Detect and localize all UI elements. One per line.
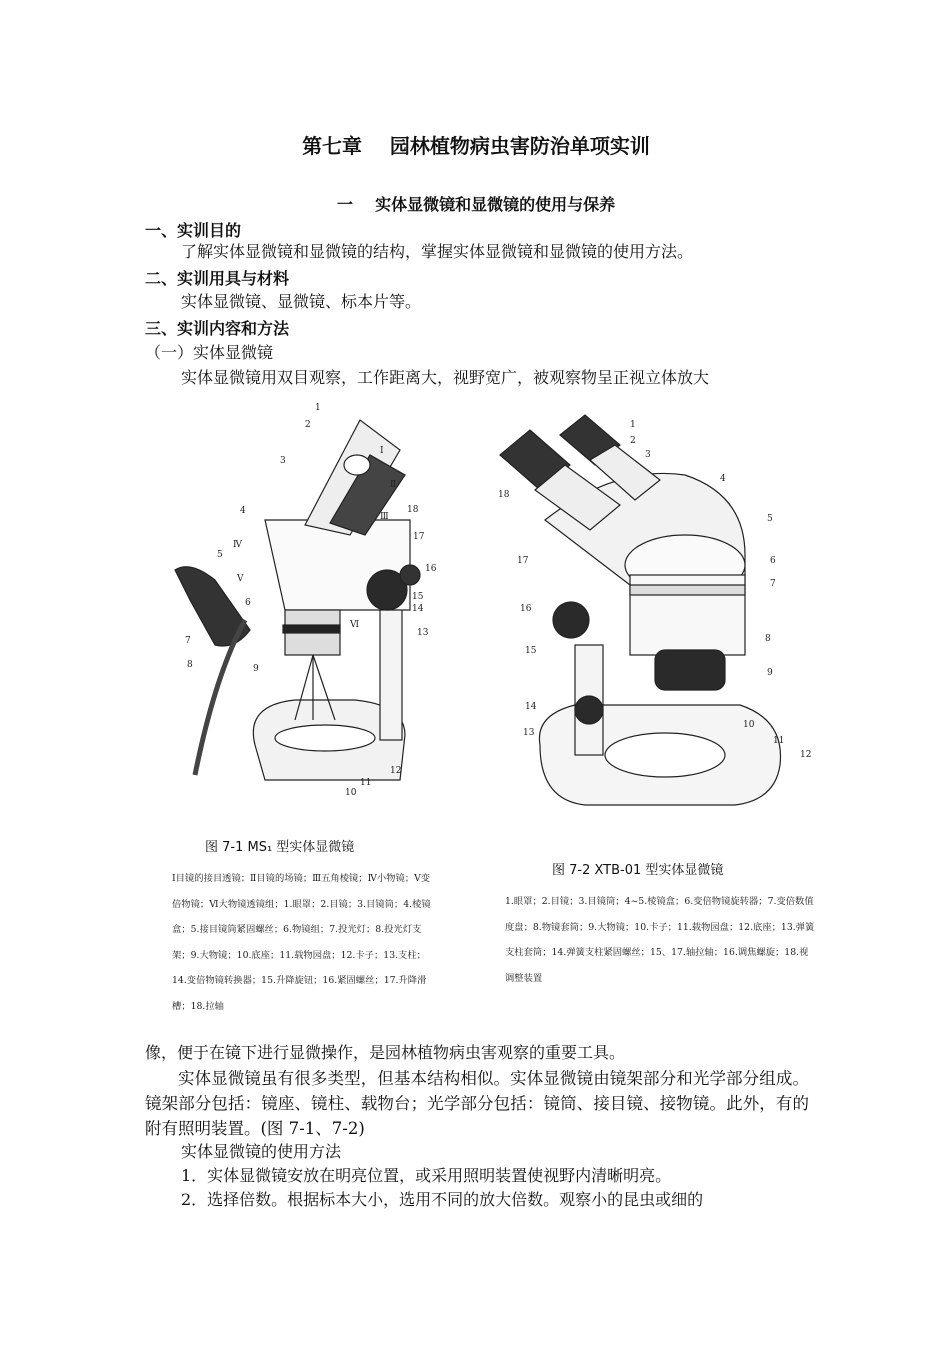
continuation-line: 像，便于在镜下进行显微操作，是园林植物病虫害观察的重要工具。 xyxy=(145,1043,626,1062)
heading-methods: 三、实训内容和方法 xyxy=(145,319,290,338)
fig2-label-11: 11 xyxy=(773,736,785,746)
figure-7-1-caption: 图 7-1 MS₁ 型实体显微镜 xyxy=(205,840,355,855)
intro-line: 实体显微镜用双目观察，工作距离大，视野宽广，被观察物呈正视立体放大 xyxy=(181,368,710,387)
fig1-label-15: 15 xyxy=(412,592,424,602)
fig1-label-2: 2 xyxy=(305,420,311,430)
fig1-label-16: 16 xyxy=(425,564,437,574)
usage-title: 实体显微镜的使用方法 xyxy=(181,1142,342,1161)
fig2-label-13: 13 xyxy=(523,728,535,738)
fig1-label-III: Ⅲ xyxy=(380,512,389,522)
step-1: 1．实体显微镜安放在明亮位置，或采用照明装置使视野内清晰明亮。 xyxy=(181,1166,672,1185)
fig2-label-17: 17 xyxy=(517,556,529,566)
fig2-label-16: 16 xyxy=(520,604,532,614)
fig1-label-9: 9 xyxy=(253,664,259,674)
fig2-label-15: 15 xyxy=(525,646,537,656)
materials-text: 实体显微镜、显微镜、标本片等。 xyxy=(181,292,422,311)
fig1-label-13: 13 xyxy=(417,628,429,638)
fig1-label-7: 7 xyxy=(185,636,191,646)
heading-purpose: 一、实训目的 xyxy=(145,221,242,240)
fig1-label-17: 17 xyxy=(413,532,425,542)
step-2: 2．选择倍数。根据标本大小，选用不同的放大倍数。观察小的昆虫或细的 xyxy=(181,1190,704,1209)
fig1-label-8: 8 xyxy=(187,660,193,670)
heading-materials: 二、实训用具与材料 xyxy=(145,269,290,288)
fig1-label-I: Ⅰ xyxy=(380,446,384,456)
figure-7-2-legend: 1.眼罩；2.目镜；3.目镜筒；4~5.棱镜盒；6.变倍物镜旋转器；7.变倍数值度盘；8.物镜套筒；9.大物镜；10.卡子；11.载物园盘；12.底座；13.弹簧支柱套筒；14.弹簧支柱紧固螺丝；15、17.轴拉轴；16.调焦螺旋；18.视调整装置 xyxy=(505,896,815,984)
fig1-label-4: 4 xyxy=(240,506,246,516)
fig2-label-2: 2 xyxy=(630,436,636,446)
fig2-label-8: 8 xyxy=(765,634,771,644)
fig1-label-3: 3 xyxy=(280,456,286,466)
fig2-label-18: 18 xyxy=(498,490,510,500)
chapter-title: 第七章 园林植物病虫害防治单项实训 xyxy=(302,134,650,158)
fig1-label-VI: Ⅵ xyxy=(350,620,360,630)
fig1-label-10: 10 xyxy=(345,788,357,798)
section-title: 一 实体显微镜和显微镜的使用与保养 xyxy=(336,195,616,214)
figure-7-2-caption: 图 7-2 XTB-01 型实体显微镜 xyxy=(552,863,724,878)
fig2-label-9: 9 xyxy=(767,668,773,678)
fig2-label-12: 12 xyxy=(800,750,812,760)
fig1-label-V: Ⅴ xyxy=(237,574,244,584)
fig2-label-7: 7 xyxy=(770,579,776,589)
fig1-label-18: 18 xyxy=(407,505,419,515)
fig2-label-3: 3 xyxy=(645,450,651,460)
purpose-text: 了解实体显微镜和显微镜的结构，掌握实体显微镜和显微镜的使用方法。 xyxy=(181,242,694,261)
figure-7-1-drawing xyxy=(155,395,450,805)
fig2-label-10: 10 xyxy=(743,720,755,730)
fig2-label-14: 14 xyxy=(525,702,537,712)
fig1-label-1: 1 xyxy=(315,403,321,413)
figure-7-1-legend: Ⅰ目镜的接目透镜；Ⅱ目镜的场镜；Ⅲ五角棱镜；Ⅳ小物镜；Ⅴ变倍物镜；Ⅵ大物镜透镜组；1.眼罩；2.目镜；3.目镜筒；4.棱镜盒；5.接目镜筒紧固螺丝；6.物镜组；7.投光灯；8.投光灯支架；9.大物镜；10.底座；11.载物园盘；12.卡子；13.支柱；14.变倍物镜转换器；15.升降旋钮；16.紧固螺丝；17.升降滑槽；18.拉轴 xyxy=(172,873,431,1012)
subheading-stereo: （一）实体显微镜 xyxy=(145,343,274,362)
fig2-label-6: 6 xyxy=(770,556,776,566)
fig2-label-4: 4 xyxy=(720,474,726,484)
fig2-label-1: 1 xyxy=(630,420,636,430)
structure-paragraph: 实体显微镜虽有很多类型，但基本结构相似。实体显微镜由镜架部分和光学部分组成。镜架部分包括：镜座、镜柱、载物台；光学部分包括：镜筒、接目镜、接物镜。此外，有的附有照明装置。(图 7-1、7-2) xyxy=(145,1069,809,1138)
fig1-label-6: 6 xyxy=(245,598,251,608)
fig1-label-II: Ⅱ xyxy=(390,480,397,490)
fig1-label-IV: Ⅳ xyxy=(233,540,242,550)
fig1-label-5: 5 xyxy=(217,550,223,560)
fig1-label-14: 14 xyxy=(412,604,424,614)
figure-7-2-drawing xyxy=(495,405,825,830)
fig2-label-5: 5 xyxy=(767,514,773,524)
fig1-label-11: 11 xyxy=(360,778,372,788)
fig1-label-12: 12 xyxy=(390,766,402,776)
